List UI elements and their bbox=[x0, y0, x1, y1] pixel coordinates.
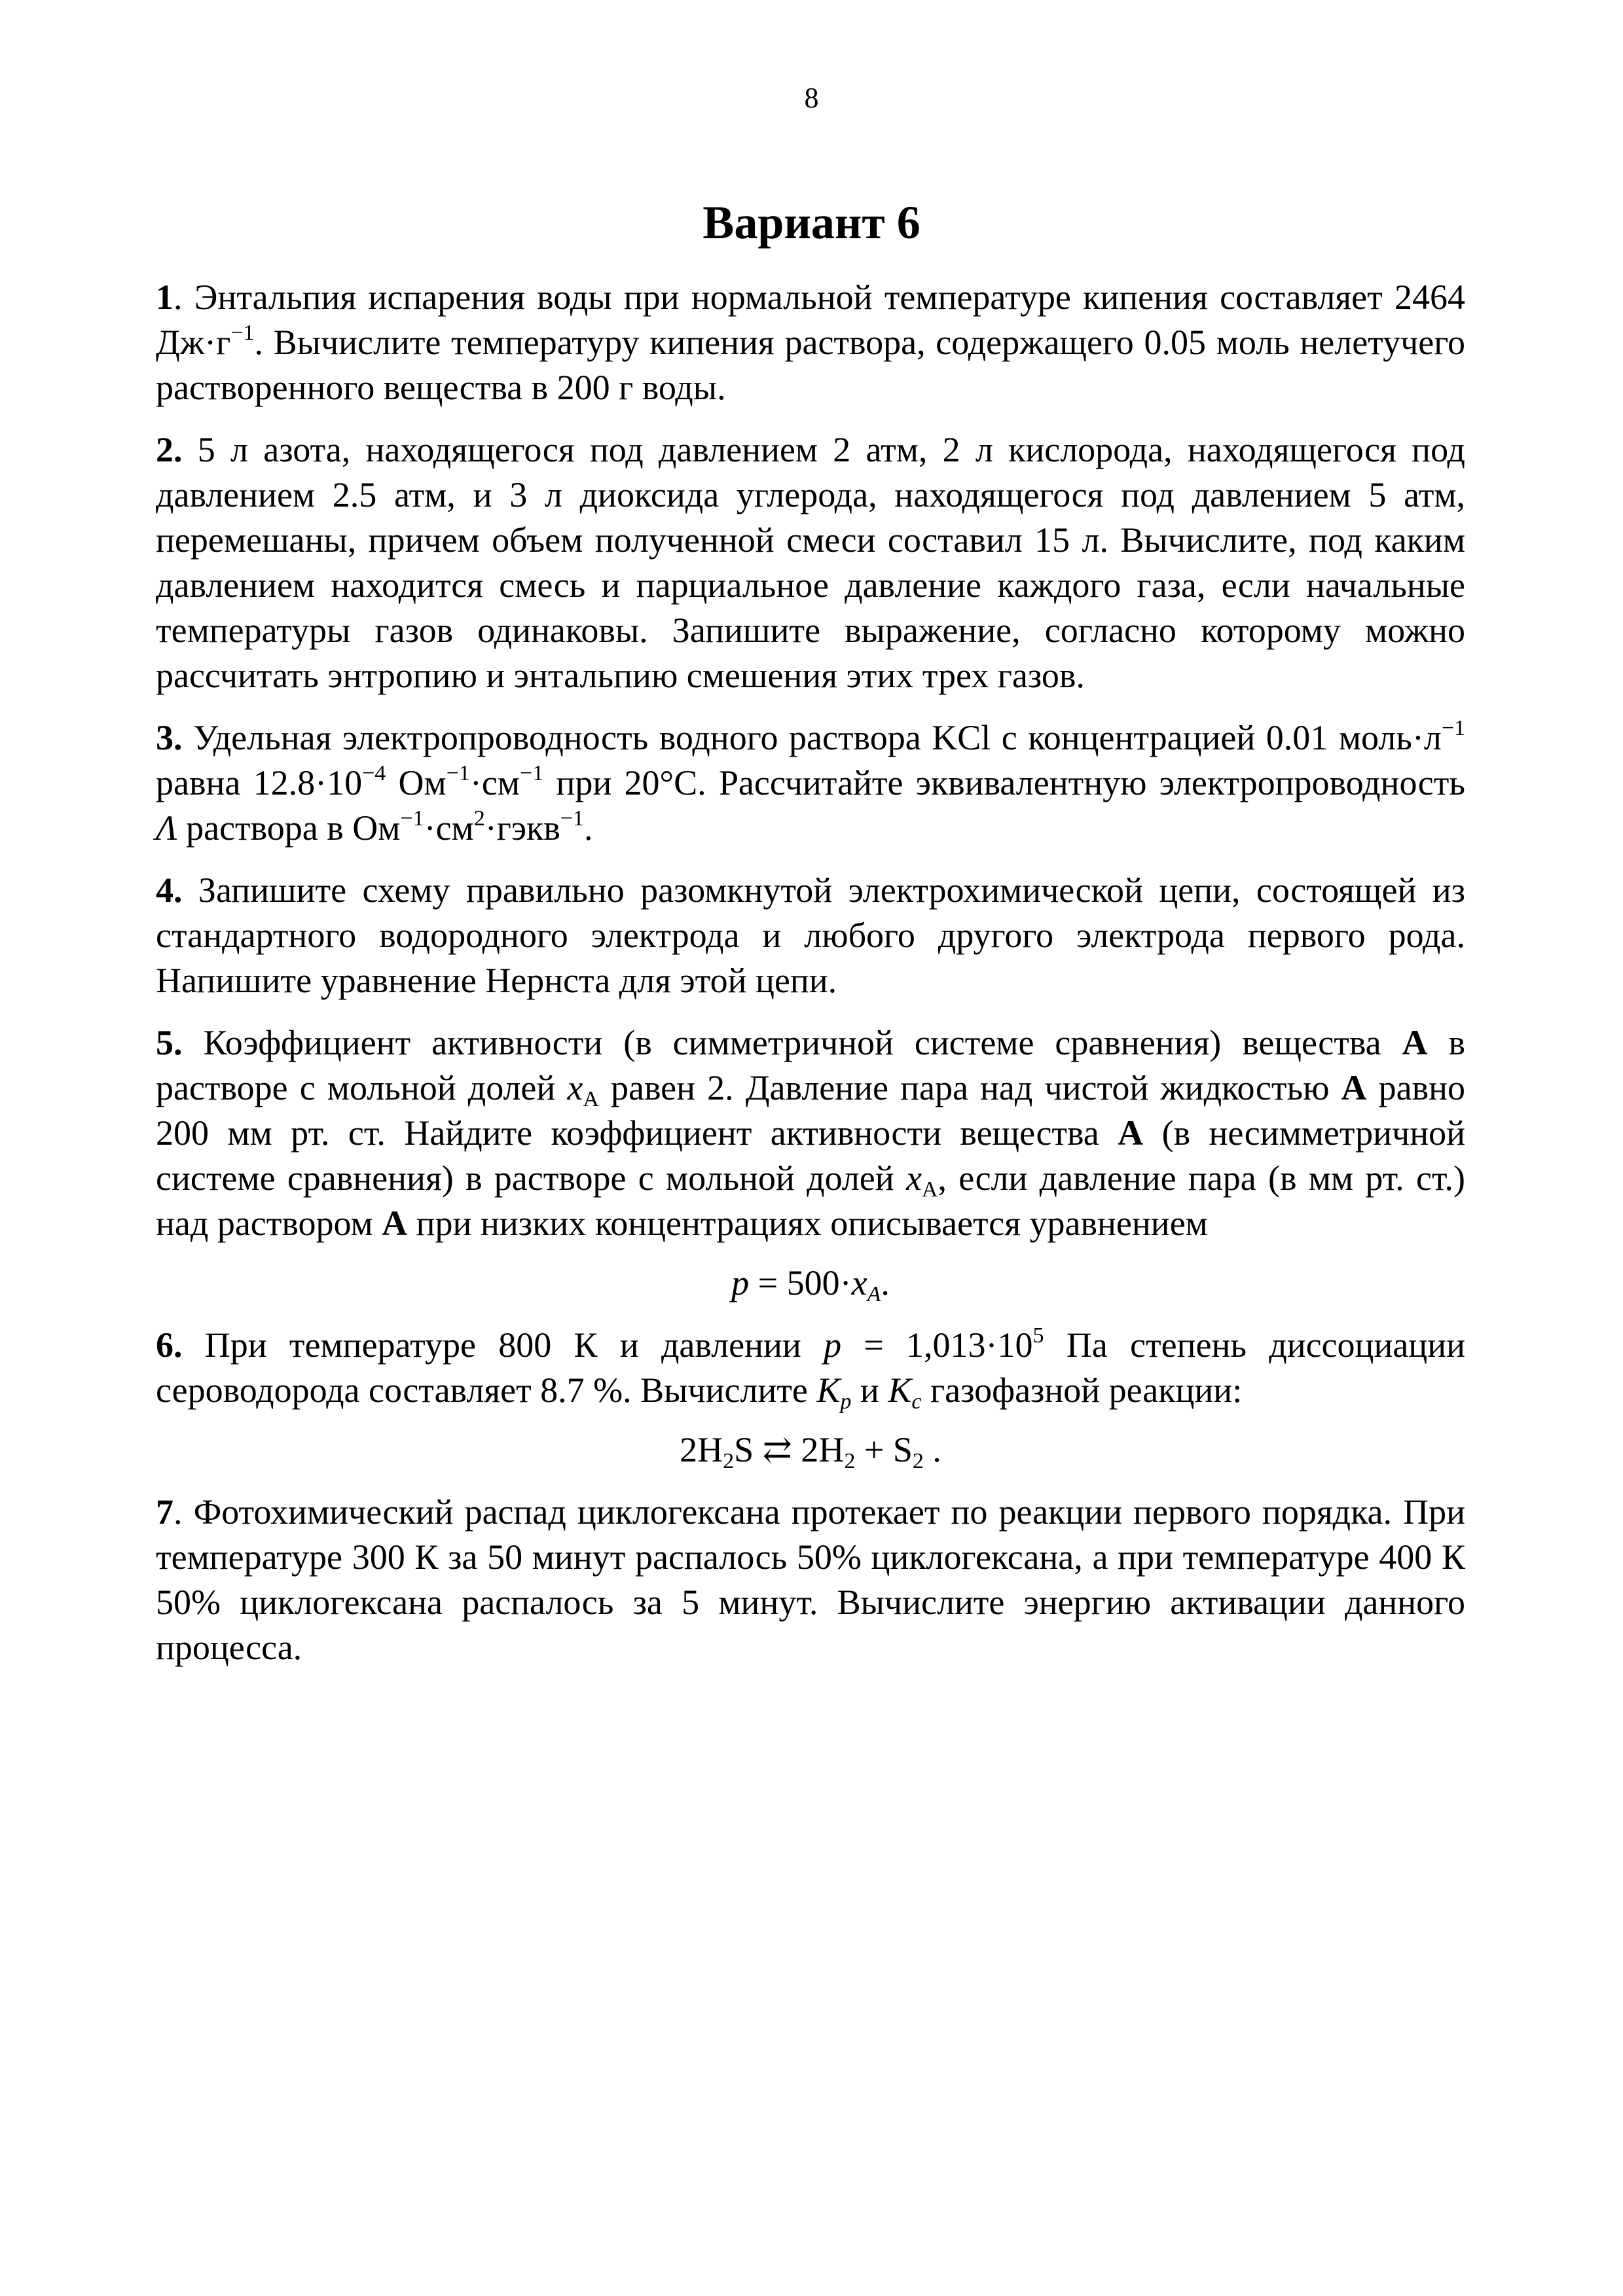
problem-text: = 1,013·10 bbox=[841, 1325, 1033, 1365]
equation-text: S ⇄ 2H bbox=[734, 1430, 845, 1469]
equation-text: 2H bbox=[680, 1430, 723, 1469]
substance-a: A bbox=[1118, 1113, 1144, 1153]
problem-text: . Фотохимический распад циклогексана протекает по реакции первого порядка. При температуре 300 К за 50 минут распалось 50% циклогексана, а при температуре 400 К 50% циклогексана распалось за 5 минут. Вычислите энергию активации данного процесса. bbox=[156, 1492, 1465, 1667]
equation-text: . bbox=[881, 1263, 890, 1302]
problem-6 bbox=[156, 1323, 1465, 1413]
problem-number: 3. bbox=[156, 718, 183, 757]
mole-fraction-symbol: x bbox=[905, 1158, 922, 1198]
problem-text: ·см bbox=[424, 808, 474, 848]
problem-text: . Энтальпия испарения воды при нормальной температуре кипения составляет 2464 Дж·г bbox=[156, 278, 1465, 362]
problem-text: при 20°C. Рассчитайте эквивалентную электропроводность bbox=[543, 763, 1465, 802]
problem-number: 6. bbox=[156, 1325, 183, 1365]
problem-text: Па степень диссоциации сероводорода составляет 8.7 %. Вычислите bbox=[156, 1325, 1466, 1410]
problem-2 bbox=[156, 427, 1465, 698]
problem-text: . bbox=[583, 808, 593, 848]
problem-text: ·см bbox=[469, 763, 520, 802]
problem-5 bbox=[156, 1020, 1465, 1246]
problem-number: 2. bbox=[156, 430, 183, 469]
problem-text: . Вычислите температуру кипения раствора, содержащего 0.05 моль нелетучего растворенного вещества в 200 г воды. bbox=[156, 323, 1465, 407]
problem-number: 4. bbox=[156, 870, 183, 910]
problem-text: раствора в Ом bbox=[177, 808, 401, 848]
problem-text: равно 200 мм рт. ст. Найдите коэффициент активности вещества bbox=[156, 1068, 1465, 1153]
problem-text: 5 л азота, находящегося под давлением 2 атм, 2 л кислорода, находящегося под давлением 2.5 атм, и 3 л диоксида углерода, находящегося под давлением 5 атм, перемешаны, причем объем полученной смеси составил 15 л. Вычислите, под каким давлением находится смесь и парциальное давление каждого газа, если начальные температуры газов одинаковы. Запишите выражение, согласно которому можно рассчитать энтропию и энтальпию смешения этих трех газов. bbox=[156, 430, 1465, 695]
superscript: −1 bbox=[446, 761, 470, 785]
mole-fraction-symbol: x bbox=[567, 1068, 583, 1107]
subscript: A bbox=[921, 1177, 938, 1202]
problem-4 bbox=[156, 868, 1465, 1003]
problem-text: ·гэкв bbox=[484, 808, 560, 848]
problem-text: Удельная электропроводность водного раствора KCl с концентрацией 0.01 моль·л bbox=[182, 718, 1442, 757]
lambda-symbol: Λ bbox=[156, 808, 177, 848]
superscript: −1 bbox=[520, 761, 544, 785]
problem-1 bbox=[156, 275, 1465, 410]
problem-text: равен 2. Давление пара над чистой жидкостью bbox=[598, 1068, 1341, 1107]
subscript: 2 bbox=[723, 1449, 735, 1473]
problem-text: Ом bbox=[386, 763, 447, 802]
problem-text: , если давление пара (в мм рт. ст.) над раствором bbox=[156, 1158, 1465, 1243]
pressure-symbol: p bbox=[824, 1325, 842, 1365]
subscript: p bbox=[840, 1390, 852, 1414]
equation-text: . bbox=[923, 1430, 941, 1469]
page-title: Вариант 6 bbox=[702, 196, 921, 249]
superscript: −1 bbox=[560, 806, 584, 831]
subscript: 2 bbox=[844, 1449, 856, 1473]
equation-text: + S bbox=[855, 1430, 913, 1469]
superscript: −1 bbox=[1441, 716, 1465, 740]
problem-text: при низких концентрациях описывается уравнением bbox=[407, 1204, 1208, 1243]
equilibrium-constant-symbol: K bbox=[888, 1371, 912, 1410]
problem-number: 1 bbox=[156, 278, 173, 317]
subscript: c bbox=[911, 1390, 922, 1414]
substance-a: A bbox=[1402, 1023, 1428, 1062]
problem-text: равна 12.8·10 bbox=[156, 763, 363, 802]
superscript: 2 bbox=[473, 806, 485, 831]
equation-reaction bbox=[156, 1427, 1465, 1473]
problem-text: При температуре 800 К и давлении bbox=[182, 1325, 824, 1365]
mole-fraction-symbol: x bbox=[851, 1263, 867, 1302]
problem-text: (в несимметричной системе сравнения) в растворе с мольной долей bbox=[156, 1113, 1465, 1198]
problem-text: Запишите схему правильно разомкнутой электрохимической цепи, состоящей из стандартного водородного электрода и любого другого электрода первого рода. Напишите уравнение Нернста для этой цепи. bbox=[156, 870, 1465, 1000]
superscript: 5 bbox=[1032, 1323, 1044, 1348]
superscript: −4 bbox=[362, 761, 386, 785]
superscript: −1 bbox=[230, 321, 255, 345]
problem-3 bbox=[156, 715, 1465, 851]
problem-7 bbox=[156, 1490, 1465, 1670]
problem-text: в растворе с мольной долей bbox=[156, 1023, 1465, 1107]
equation-vapor-pressure bbox=[156, 1261, 1465, 1306]
substance-a: A bbox=[1341, 1068, 1367, 1107]
page-number: 8 bbox=[804, 82, 819, 114]
problem-text: газофазной реакции: bbox=[921, 1371, 1243, 1410]
subscript: A bbox=[583, 1087, 599, 1111]
superscript: −1 bbox=[400, 806, 424, 831]
problem-number: 5. bbox=[156, 1023, 183, 1062]
problem-text: и bbox=[851, 1371, 888, 1410]
subscript: A bbox=[867, 1282, 881, 1306]
subscript: 2 bbox=[912, 1449, 924, 1473]
problem-text: Коэффициент активности (в симметричной системе сравнения) вещества bbox=[182, 1023, 1402, 1062]
equation-text: = 500· bbox=[749, 1263, 852, 1302]
pressure-symbol: p bbox=[731, 1263, 750, 1302]
problem-number: 7 bbox=[156, 1492, 173, 1532]
equilibrium-constant-symbol: K bbox=[816, 1371, 841, 1410]
problem-list bbox=[156, 275, 1465, 1687]
substance-a: A bbox=[382, 1204, 408, 1243]
